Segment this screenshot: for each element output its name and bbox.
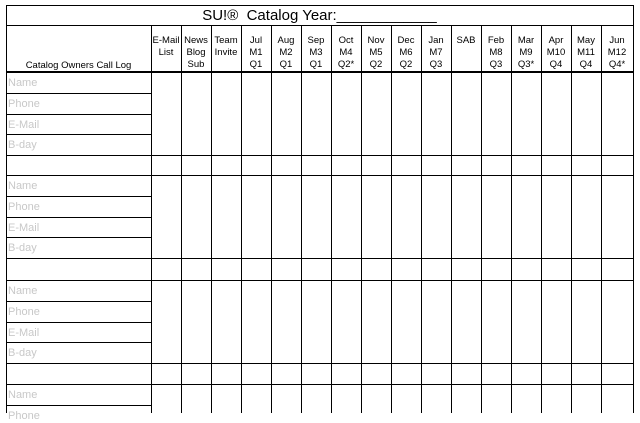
column-header-line-3: Q3 [489,59,503,70]
row-divider [6,301,151,302]
column-header-line-2: M9 [519,47,533,58]
column-divider [151,25,152,413]
column-header-line-2: Invite [214,47,238,58]
frame-left [6,5,7,413]
column-header-line-1: Jun [609,35,625,46]
column-header-line-2: M12 [607,47,627,58]
column-divider [331,25,332,413]
column-divider [421,25,422,413]
owner-log-label: Catalog Owners Call Log [25,60,132,71]
column-header-line-3: Q2* [337,59,355,70]
row-label: Name [8,389,38,401]
row-divider [6,342,151,343]
column-header-line-2: M8 [489,47,503,58]
row-label: E-Mail [8,326,40,339]
row-label: B-day [8,139,37,152]
row-divider [6,237,151,238]
column-divider [511,25,512,413]
row-divider [6,405,151,406]
row-label: B-day [8,347,37,360]
column-divider [601,25,602,413]
column-header-line-1: Apr [548,35,564,46]
row-label: E-Mail [8,221,40,234]
row-label: Name [8,77,38,89]
frame-right [633,5,634,413]
column-header-line-1: Feb [487,35,505,46]
column-header-line-2: Blog [186,47,206,58]
column-header-line-1: Sep [307,35,325,46]
row-label: Phone [8,409,40,422]
row-divider [6,196,151,197]
column-divider [451,25,452,413]
column-header-line-2: M11 [577,47,595,58]
row-label: E-Mail [8,118,40,131]
column-header-line-2: M5 [369,47,383,58]
column-divider [391,25,392,413]
column-header-line-1: Nov [367,35,385,46]
sheet-title: SU!® Catalog Year:____________ [202,7,437,24]
block-top-border [6,72,634,73]
column-header-line-1: Dec [397,35,415,46]
column-divider [211,25,212,413]
column-header-line-3: Q2 [369,59,383,70]
column-divider [571,25,572,413]
block-bottom-border [6,155,634,156]
column-header-line-2: M2 [279,47,293,58]
column-header-line-3: Q1 [249,59,263,70]
row-label: Name [8,180,38,192]
column-divider [361,25,362,413]
column-header-line-3: Q4* [608,59,626,70]
column-header-line-1: May [577,35,595,46]
column-divider [271,25,272,413]
column-header-line-2: M7 [429,47,443,58]
column-header-line-2: List [158,47,174,58]
block-top-border [6,384,634,385]
column-header-line-3: Q2 [399,59,413,70]
row-divider [6,93,151,94]
block-top-border [6,175,634,176]
block-bottom-border [6,363,634,364]
row-label: Phone [8,305,40,318]
row-label: Phone [8,97,40,110]
column-header-line-3: Q4 [579,59,593,70]
column-header-line-2: M10 [546,47,566,58]
row-divider [6,134,151,135]
column-header-line-1: Team [214,35,238,46]
column-header-line-1: Aug [277,35,295,46]
row-divider [6,114,151,115]
column-divider [241,25,242,413]
column-divider [301,25,302,413]
column-header-line-1: News [184,35,208,46]
column-header-line-1: Oct [338,35,354,46]
row-label: Phone [8,200,40,213]
row-label: B-day [8,242,37,255]
frame-top [6,5,634,6]
column-header-line-3: Q1 [309,59,323,70]
column-header-line-1: E-Mail [152,35,180,46]
row-label: Name [8,285,38,297]
column-header-line-2: M1 [249,47,263,58]
title-underline [6,25,634,26]
column-header-line-3: Q4 [549,59,563,70]
column-divider [481,25,482,413]
column-divider [181,25,182,413]
column-header-line-1: Mar [517,35,535,46]
column-header-line-1: SAB [456,35,476,46]
column-header-line-2: M6 [399,47,413,58]
column-header-line-1: Jul [249,35,263,46]
column-header-line-2: M4 [339,47,353,58]
block-bottom-border [6,258,634,259]
column-header-line-3: Q3 [429,59,443,70]
block-top-border [6,280,634,281]
column-header-line-3: Q3* [517,59,535,70]
row-divider [6,322,151,323]
column-header-line-1: Jan [428,35,444,46]
column-header-line-3: Q1 [279,59,293,70]
column-divider [541,25,542,413]
column-header-line-2: M3 [309,47,323,58]
column-header-line-3: Sub [187,59,205,70]
row-divider [6,217,151,218]
